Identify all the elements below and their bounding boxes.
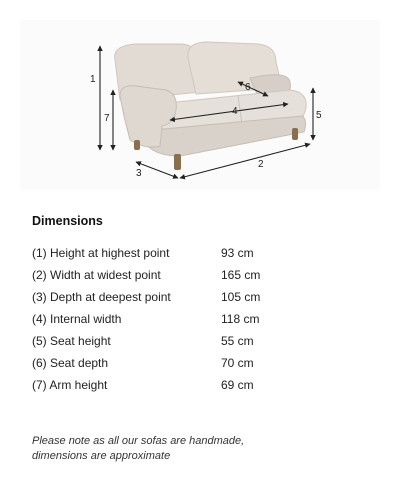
table-row: [32, 374, 301, 396]
callout-5: 5: [316, 110, 322, 121]
dimension-label: (4) Internal width: [32, 312, 122, 326]
sofa-diagram-svg: [20, 20, 380, 190]
dimension-value: 70 cm: [221, 356, 254, 370]
table-row: [32, 242, 301, 264]
dimension-value: 165 cm: [221, 268, 261, 282]
dimension-label: (3) Depth at deepest point: [32, 290, 171, 304]
dimension-label: (7) Arm height: [32, 378, 108, 392]
table-row: [32, 286, 301, 308]
table-row: [32, 330, 301, 352]
callout-7: 7: [104, 113, 110, 124]
dimension-value: 118 cm: [221, 312, 260, 326]
table-row: [32, 352, 301, 374]
dimensions-heading: Dimensions: [32, 214, 103, 228]
note-line-2: dimensions are approximate: [32, 450, 171, 462]
callout-6: 6: [245, 82, 251, 93]
dimensions-table: [32, 242, 301, 396]
leg-front-right: [292, 128, 298, 140]
dimension-label: (6) Seat depth: [32, 356, 109, 370]
dimension-label: (5) Seat height: [32, 334, 111, 348]
table-row: [32, 264, 301, 286]
sofa-illustration: [115, 42, 307, 170]
dimension-value: 105 cm: [221, 290, 261, 304]
callout-3: 3: [136, 168, 142, 179]
leg-front-left: [174, 154, 181, 170]
table-row: [32, 308, 301, 330]
callout-4: 4: [232, 106, 238, 117]
sofa-dimension-diagram: [20, 20, 380, 190]
depth-line: [136, 162, 178, 178]
dimension-value: 69 cm: [221, 378, 254, 392]
dimension-label: (1) Height at highest point: [32, 246, 170, 260]
dimension-value: 55 cm: [221, 334, 254, 348]
callout-1: 1: [90, 74, 96, 85]
note-line-1: Please note as all our sofas are handmade,: [32, 435, 245, 447]
dimension-value: 93 cm: [221, 246, 254, 260]
callout-2: 2: [258, 159, 264, 170]
leg-back-left: [134, 140, 140, 150]
dimension-label: (2) Width at widest point: [32, 268, 161, 282]
handmade-note: [32, 434, 332, 464]
